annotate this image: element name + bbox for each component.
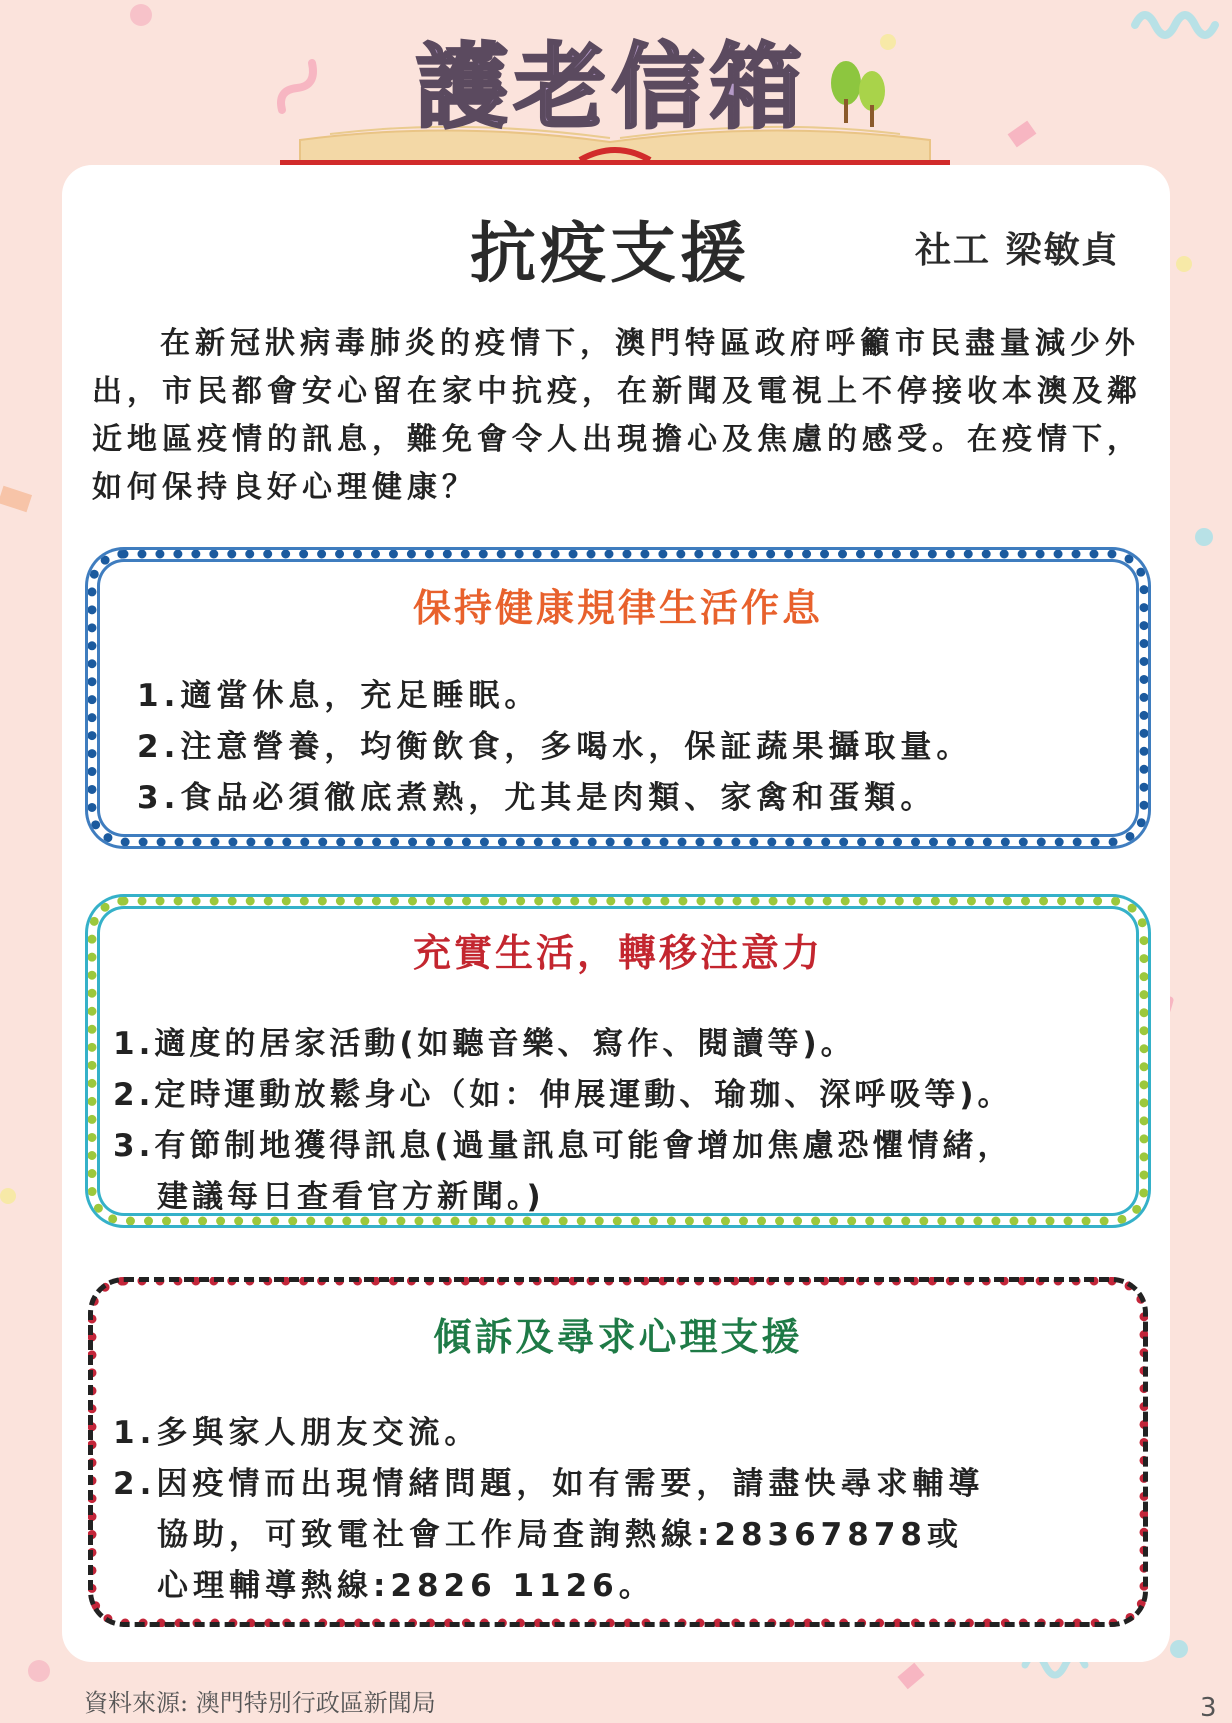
section-list [137, 671, 1119, 824]
confetti-dot [28, 1660, 50, 1682]
confetti-rect [1008, 121, 1037, 148]
list-item: 2.注意營養，均衡飲食，多喝水，保証蔬果攝取量。 [137, 729, 973, 765]
confetti-dot [1176, 256, 1192, 272]
list-item: 1.適度的居家活動(如聽音樂、寫作、閱讀等)。 [113, 1026, 856, 1062]
list-item: 1.多與家人朋友交流。 [113, 1415, 481, 1451]
article-title: 抗疫支援 [470, 215, 750, 292]
tree-icon [828, 55, 888, 135]
list-item: 2.因疫情而出現情緒問題，如有需要，請盡快尋求輔導 [113, 1466, 985, 1502]
article-author: 社工 梁敏貞 [915, 230, 1120, 271]
list-item [113, 1172, 1119, 1223]
confetti-rect [0, 486, 32, 512]
section-box-enrich-life [88, 897, 1148, 1225]
confetti-dot [1170, 1640, 1188, 1658]
masthead-header [280, 10, 950, 160]
list-item-continuation: 建議每日查看官方新聞。) [157, 1179, 545, 1215]
confetti-dot [130, 4, 152, 26]
list-item-continuation: 心理輔導熱線:2826 1126。 [157, 1568, 655, 1604]
masthead-title: 護老信箱 [416, 33, 809, 141]
confetti-dot [1195, 528, 1213, 546]
section-title: 傾訴及尋求心理支援 [433, 1315, 803, 1359]
source-credit: 資料來源: 澳門特別行政區新聞局 [84, 1689, 436, 1717]
list-item: 3.食品必須徹底煮熟，尤其是肉類、家禽和蛋類。 [137, 780, 937, 816]
list-item [113, 1561, 1119, 1612]
list-item [113, 1510, 1119, 1561]
section-title: 充實生活，轉移注意力 [412, 931, 823, 975]
section-box-healthy-routine [88, 550, 1148, 846]
article-intro: 在新冠狀病毒肺炎的疫情下，澳門特區政府呼籲市民盡量減少外出，市民都會安心留在家中抗疫，在新聞及電視上不停接收本澳及鄰近地區疫情的訊息，難免會令人出現擔心及焦慮的感受。在疫情下，如何保持良好心理健康？ [92, 326, 1142, 505]
confetti-rect [897, 1663, 924, 1689]
squiggle-decoration [1130, 0, 1230, 40]
list-item: 2.定時運動放鬆身心（如：伸展運動、瑜珈、深呼吸等)。 [113, 1077, 1013, 1113]
list-item-continuation: 協助，可致電社會工作局查詢熱線:28367878或 [157, 1517, 963, 1553]
list-item: 3.有節制地獲得訊息(過量訊息可能會增加焦慮恐懼情緒， [113, 1128, 1013, 1164]
list-item: 1.適當休息，充足睡眠。 [137, 678, 541, 714]
section-box-psychological-support [88, 1277, 1148, 1627]
section-title: 保持健康規律生活作息 [412, 586, 823, 630]
page-number: 3 [1200, 1693, 1217, 1723]
section-list [113, 1019, 1119, 1223]
section-list [113, 1408, 1119, 1612]
confetti-dot [0, 1188, 16, 1204]
